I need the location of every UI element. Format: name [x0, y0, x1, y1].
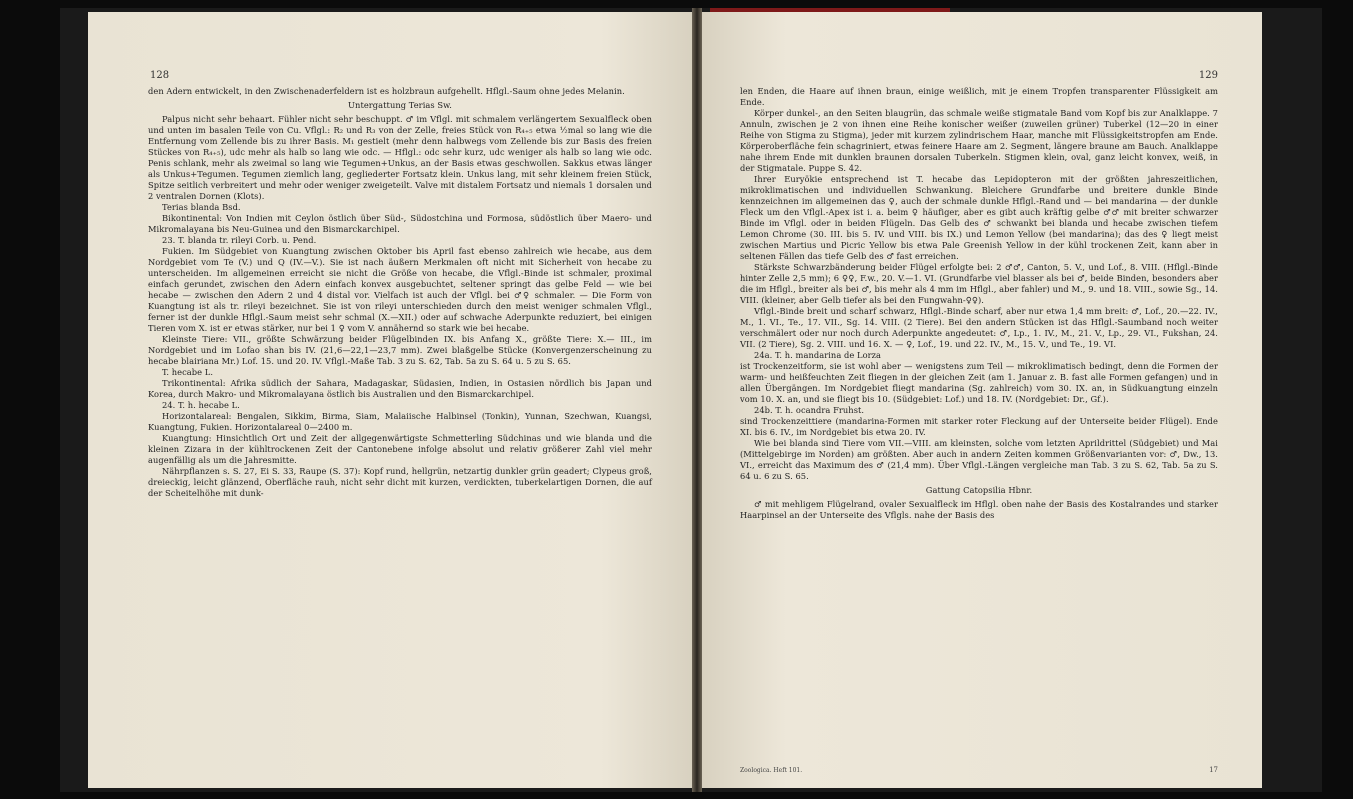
paragraph: len Enden, die Haare auf ihnen braun, einige weißlich, mit je einem Tropfen transparenter Flüssigkeit am Ende. — [740, 86, 1218, 107]
paragraph: Bikontinental: Von Indien mit Ceylon östlich über Süd-, Südostchina und Formosa, südöstlich über Maero- und Mikromalayana bis Neu-Guinea und den Bismarckarchipel. — [148, 213, 652, 234]
paragraph: ♂ mit mehligem Flügelrand, ovaler Sexualfleck im Hflgl. oben nahe der Basis des Kostalrandes und starker Haarpinsel an der Unterseite des Vflgls. nahe der Basis des — [740, 499, 1218, 520]
paragraph: 24b. T. h. ocandra Fruhst. — [754, 405, 865, 415]
paragraph: Nährpflanzen s. S. 27, Ei S. 33, Raupe (S. 37): Kopf rund, hellgrün, netzartig dunkler grün geadert; Clypeus groß, dreieckig, leicht glänzend, Oberfläche rauh, nicht sehr dicht mit kurzen, verdickten, tuberkelartigen Dornen, die auf der Scheitelhöhe mit dunk- — [148, 466, 652, 498]
paragraph: Fukien. Im Südgebiet von Kuangtung zwischen Oktober bis April fast ebenso zahlreich wie hecabe, aus dem Nordgebiet vom Te (V.) und Q (IV.—V.). Sie ist nach äußern Merkmalen oft nicht mit Sicherheit von hecabe zu unterscheiden. Im allgemeinen erreicht sie nicht die Größe von hecabe, die Vflgl.-Binde ist schmaler, proximal einfach gerundet, zwischen den Adern einfach konvex ausgebuchtet, seltener springt das gelbe Feld — wie bei hecabe — zwischen den Adern 2 und 4 distal vor. Vielfach ist auch der Vflgl. bei ♂♀ schmaler. — Die Form von Kuangtung ist als tr. rileyi bezeichnet. Sie ist von rileyi unterschieden durch den meist weniger schmalen Vflgl., ferner ist der dunkle Hflgl.-Saum meist sehr schmal (X.—XII.) oder auf schwache Aderpunkte reduziert, bei einigen Tieren vom X. ist er etwas stärker, nur bei 1 ♀ vom V. annähernd so stark wie bei hecabe. — [148, 246, 652, 333]
paragraph: Kleinste Tiere: VII., größte Schwärzung beider Flügelbinden IX. bis Anfang X., größte Tiere: X.— III., im Nordgebiet und im Lofao shan bis IV. (21,6—22,1—23,7 mm). Zwei blaßgelbe Stücke (Konvergenzerscheinung zu hecabe blairiana Mr.) Lof. 15. und 20. IV. Vflgl.-Maße Tab. 3 zu S. 62, Tab. 5a zu S. 64 u. 5 zu S. 65. — [148, 334, 652, 366]
paragraph: den Adern entwickelt, in den Zwischenaderfeldern ist es holzbraun aufgehellt. Hflgl.-Saum ohne jedes Melanin. — [148, 86, 625, 96]
book-spine — [692, 8, 702, 792]
paragraph: Gattung Catopsilia Hbnr. — [925, 485, 1033, 495]
paragraph: Stärkste Schwarzbänderung beider Flügel erfolgte bei: 2 ♂♂, Canton, 5. V., und Lof., 8. VIII. (Hflgl.-Binde hinter Zelle 2,5 mm); 6 ♀♀, F.w., 20. V.—1. VI. (Grundfarbe viel blasser als bei ♂, beide Binden, besonders aber die im Hflgl., breiter als bei ♂, bis mehr als 4 mm im Hflgl., aber fahler) und M., 9. und 18. VIII., sowie Sg., 14. VIII. (kleiner, aber Gelb tiefer als bei den Fungwahn-♀♀). — [740, 262, 1218, 305]
right-page-text — [740, 86, 1218, 521]
paragraph: 23. T. blanda tr. rileyi Corb. u. Pend. — [162, 235, 317, 245]
paragraph: Horizontalareal: Bengalen, Sikkim, Birma, Siam, Malaiische Halbinsel (Tonkin), Yunnan, Szechwan, Kuangsi, Kuangtung, Fukien. Horizontalareal 0—2400 m. — [148, 411, 652, 432]
paragraph: Vflgl.-Binde breit und scharf schwarz, Hflgl.-Binde scharf, aber nur etwa 1,4 mm breit: ♂, Lof., 20.—22. IV., M., 1. VI., Te., 17. VII., Sg. 14. VIII. (2 Tiere). Bei den andern Stücken ist das Hflgl.-Saumband noch weiter verschmälert oder nur noch durch Aderpunkte angedeutet: ♂, Lp., 1. IV., M., 21. V., Lp., 29. VI., Fukshan, 24. VII. (2 Tiere), Sg. 2. VIII. und 16. X. — ♀, Lof., 19. und 22. IV., M., 15. V., und Te., 19. VI. — [740, 306, 1218, 349]
paragraph: 24a. T. h. mandarina de Lorza — [754, 350, 882, 360]
paragraph: Trikontinental: Afrika südlich der Sahara, Madagaskar, Südasien, Indien, in Ostasien nördlich bis Japan und Korea, durch Makro- und Mikromalayana östlich bis Australien und den Bismarckarchipel. — [148, 378, 652, 399]
paragraph: Untergattung Terias Sw. — [348, 100, 452, 110]
paragraph: Terias blanda Bsd. — [162, 202, 241, 212]
paragraph: ist Trockenzeitform, sie ist wohl aber — wenigstens zum Teil — mikroklimatisch bedingt, denn die Formen der warm- und heißfeuchten Zeit fliegen in der gleichen Zeit (am 1. Januar z. B. fast alle Formen gefangen) und in allen Übergängen. Im Nordgebiet fliegt mandarina (Sg. zahlreich) vom 30. IX. an, in Südkuangtung einzeln vom 10. X. an, und sie fliegt bis 10. (Südgebiet: Lof.) und 18. IV. (Nordgebiet: Dr., Gf.). — [740, 361, 1218, 404]
paragraph: Kuangtung: Hinsichtlich Ort und Zeit der allgegenwärtigste Schmetterling Südchinas und wie blanda und die kleinen Zizara in der kühltrockenen Zeit der Cantonebene infolge absolut und relativ größerer Zahl viel mehr augenfällig als um die Jahresmitte. — [148, 433, 652, 465]
paragraph: sind Trockenzeittiere (mandarina-Formen mit starker roter Fleckung auf der Unterseite beider Flügel). Ende XI. bis 6. IV., im Nordgebiet bis etwa 20. IV. — [740, 416, 1218, 437]
paragraph: 24. T. h. hecabe L. — [162, 400, 240, 410]
page-footer — [740, 767, 1218, 774]
page-number-right: 129 — [1198, 70, 1218, 81]
right-page — [702, 12, 1262, 788]
left-page — [88, 12, 692, 788]
paragraph: Wie bei blanda sind Tiere vom VII.—VIII. am kleinsten, solche vom letzten Aprildrittel (Südgebiet) und Mai (Mittelgebirge im Norden) am größten. Aber auch in andern Zeiten kommen Größenvarianten vor: ♂, Dw., 13. VI., erreicht das Maximum des ♂ (21,4 mm). Über Vflgl.-Längen vergleiche man Tab. 3 zu S. 62, Tab. 5a zu S. 64 u. 6 zu S. 65. — [740, 438, 1218, 481]
paragraph: Palpus nicht sehr behaart. Fühler nicht sehr beschuppt. ♂ im Vflgl. mit schmalem verlängertem Sexualfleck oben und unten im basalen Teile von Cu. Vflgl.: R₂ und R₃ von der Zelle, freies Stück von R₄₊₅ etwa ½mal so lang wie die Entfernung vom Zellende bis zu ihrer Basis. M₁ gestielt (mehr denn halbwegs vom Zellende bis zur Basis des freien Stückes von R₄₊₅), udc mehr als halb so lang wie odc. — Hflgl.: odc sehr kurz, udc weniger als halb so lang wie odc. Penis schlank, mehr als zweimal so lang wie Tegumen+Unkus, an der Basis etwas geschwollen. Sakkus etwas länger als Unkus+Tegumen. Tegumen ziemlich lang, gegliederter Fortsatz klein. Unkus lang, mit sehr kleinem freien Stück, Spitze seitlich verbreitert und mehr oder weniger zweigeteilt. Valve mit distalem Fortsatz und niemals 1 dorsalen und 2 ventralen Dornen (Klots). — [148, 114, 652, 201]
footer-journal: Zoologica. Heft 101. — [740, 767, 803, 774]
paragraph: Körper dunkel-, an den Seiten blaugrün, das schmale weiße stigmatale Band vom Kopf bis zur Analklappe. 7 Annuln, zwischen je 2 von ihnen eine Reihe konischer weißer (zuweilen grüner) Tuberkel (12—20 in einer Reihe von Stigma zu Stigma), jeder mit kurzem zylindrischem Haar, manche mit Flüssigkeitstropfen am Ende. Körperoberfläche fein schagriniert, etwas feinere Haare am 2. Segment, längere braune am Bauch. Analklappe nahe ihrem Ende mit dunklen braunen dorsalen Tuberkeln. Stigmen klein, oval, ganz leicht konvex, weiß, in der Stigmatale. Puppe S. 42. — [740, 108, 1218, 173]
paragraph: T. hecabe L. — [162, 367, 214, 377]
paragraph: Ihrer Euryökie entsprechend ist T. hecabe das Lepidopteron mit der größten jahreszeitlichen, mikroklimatischen und individuellen Schwankung. Bleichere Grundfarbe und breitere dunkle Binde kennzeichnen im allgemeinen das ♀, auch der schmale dunkle Hflgl.-Rand und — bei mandarina — der dunkle Fleck um den Vflgl.-Apex ist i. a. beim ♀ häufiger, aber es gibt auch kräftig gelbe ♂♂ mit breiter schwarzer Binde im Vflgl. oder in beiden Flügeln. Das Gelb des ♂ schwankt bei blanda und hecabe zwischen tiefem Lemon Chrome (30. III. bis 5. IV. und VIII. bis IX.) und Lemon Yellow (bei mandarina); das des ♀ liegt meist zwischen Martius und Picric Yellow bis etwa Pale Greenish Yellow in der kühl trockenen Zeit, kann aber in seltenen Fällen das tiefe Gelb des ♂ fast erreichen. — [740, 174, 1218, 261]
page-number-left: 128 — [150, 70, 170, 81]
footer-signature: 17 — [1209, 766, 1218, 774]
book-spread — [60, 8, 1322, 792]
left-page-text — [148, 86, 652, 499]
